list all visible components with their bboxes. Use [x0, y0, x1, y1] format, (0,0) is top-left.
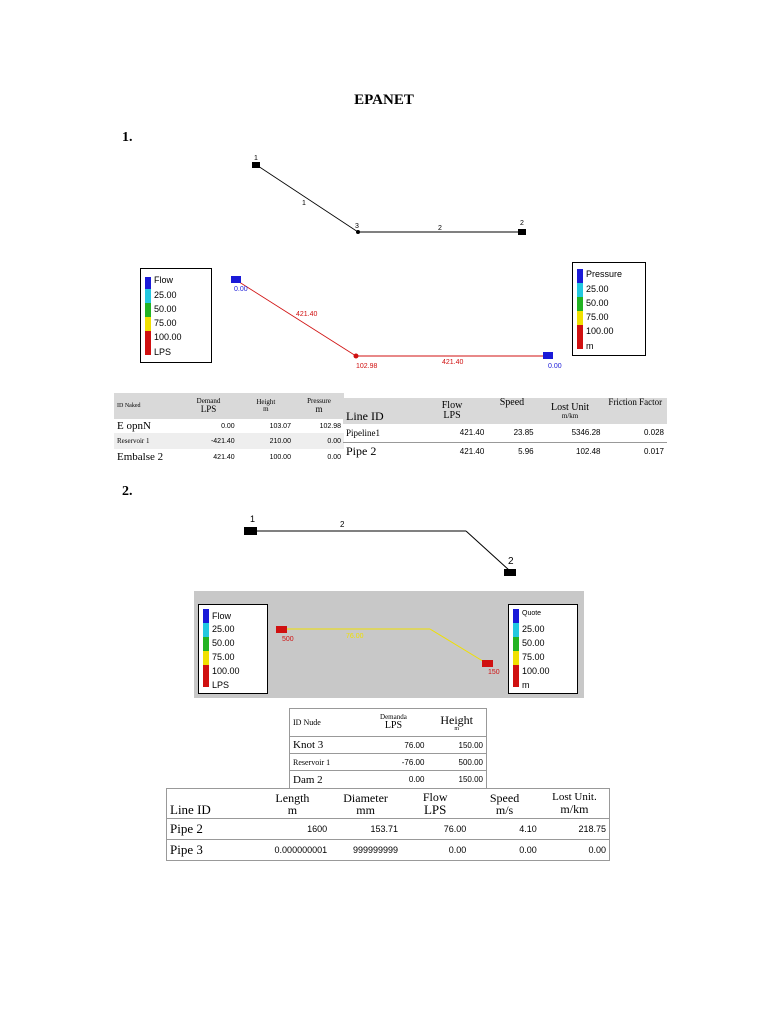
node-label-1: 1 — [254, 155, 258, 162]
link-line — [466, 531, 510, 571]
legend-title: Quote — [522, 610, 542, 617]
map1-link2-value: 421.40 — [442, 359, 464, 366]
reservoir-node-2 — [518, 229, 526, 235]
table-row — [167, 840, 610, 861]
legend-swatch-cyan — [203, 623, 209, 637]
cell-id: Knot 3 — [293, 739, 324, 751]
map1-pressure-legend — [572, 262, 646, 356]
map1-flow-legend — [140, 268, 212, 363]
cell-length: 1600 — [307, 824, 328, 834]
col-header-speed — [469, 789, 540, 819]
col-header-lost — [540, 789, 610, 819]
cell-height: 150.00 — [458, 740, 483, 750]
node-label-3: 3 — [355, 223, 359, 230]
legend-swatch-red — [513, 665, 519, 687]
map2-left-node-value: 500 — [282, 636, 294, 643]
col-header-friction: Friction Factor — [608, 398, 663, 407]
cell-pressure: 102.98 — [319, 422, 341, 430]
legend-level: 75.00 — [154, 318, 177, 328]
cell-id: Embalse 2 — [117, 451, 164, 463]
map2-reservoir-right — [482, 660, 493, 667]
cell-height: 500.00 — [458, 757, 483, 767]
col-header-demand — [359, 709, 427, 737]
cell-height: 103.07 — [269, 422, 291, 430]
network-diagram-2 — [0, 500, 768, 590]
cell-demand: 76.00 — [404, 740, 425, 750]
header-unit: m/km — [560, 802, 589, 816]
node-label-2: 2 — [520, 220, 524, 227]
legend-unit: m — [522, 680, 530, 690]
col-header-id: ID Naked — [117, 403, 141, 409]
legend-swatch-blue — [145, 277, 151, 289]
link-1-line — [258, 166, 358, 232]
cell-id: Pipe 3 — [170, 842, 203, 857]
legend-title: Flow — [212, 611, 232, 621]
header-unit: m — [454, 725, 460, 732]
map1-mid-node-value: 102.98 — [356, 363, 378, 370]
header-unit: m — [263, 405, 269, 413]
cell-demand: 0.00 — [221, 422, 235, 430]
header-label: Speed — [489, 790, 520, 805]
cell-height: 150.00 — [458, 775, 483, 784]
node-label-2: 2 — [508, 556, 514, 567]
legend-swatch-yellow — [513, 651, 519, 665]
map1-reservoir-right — [543, 352, 553, 359]
header-label: Diameter — [343, 790, 388, 805]
map1-left-node-value: 0.00 — [234, 286, 248, 293]
legend-swatch-yellow — [145, 317, 151, 331]
reservoir-node-1 — [252, 162, 260, 168]
legend-level: 50.00 — [212, 638, 235, 648]
map2-right-node-value: 150 — [488, 669, 500, 676]
cell-id: Reservoir 1 — [117, 437, 150, 445]
cell-flow: 421.40 — [459, 428, 485, 438]
legend-swatch-green — [513, 637, 519, 651]
cell-id: Pipe 2 — [170, 821, 203, 836]
cell-diameter: 999999999 — [352, 845, 399, 855]
legend-level: 25.00 — [586, 284, 609, 294]
header-label: Lost Unit — [551, 401, 590, 413]
header-unit: LPS — [443, 410, 461, 421]
table-row — [290, 771, 487, 789]
map2-reservoir-left — [276, 626, 287, 633]
header-unit: LPS — [423, 802, 447, 817]
header-label: Demanda — [380, 713, 407, 721]
reservoir-node-2 — [504, 569, 516, 576]
col-header-id: Line ID — [346, 409, 384, 423]
table-header-row — [167, 789, 610, 819]
legend-swatch-green — [577, 297, 583, 311]
legend-swatch-cyan — [577, 283, 583, 297]
legend-unit: LPS — [212, 680, 230, 690]
legend-swatch-green — [203, 637, 209, 651]
map2-flow-legend — [198, 604, 268, 694]
cell-lost: 218.75 — [578, 824, 606, 834]
cell-lost: 0.00 — [588, 845, 606, 855]
table-row — [290, 754, 487, 771]
table-row — [114, 449, 344, 465]
cell-speed: 0.00 — [519, 845, 537, 855]
map1-link1-value: 421.40 — [296, 311, 318, 318]
cell-demand: -421.40 — [210, 437, 235, 445]
col-header-flow — [401, 789, 469, 819]
header-label: Height — [256, 398, 276, 406]
header-unit: m/km — [561, 411, 579, 420]
table-header-row — [114, 393, 344, 419]
table-row — [114, 433, 344, 449]
legend-level: 100.00 — [212, 666, 240, 676]
header-unit: m — [287, 802, 298, 817]
cell-speed: 23.85 — [513, 428, 534, 438]
cell-speed: 4.10 — [519, 824, 537, 834]
header-label: Lost Unit. — [552, 791, 597, 803]
legend-level: 50.00 — [522, 638, 545, 648]
col-header-height — [427, 709, 486, 737]
header-unit: m/s — [495, 802, 514, 817]
cell-demand: 0.00 — [408, 775, 425, 784]
cell-friction: 0.017 — [643, 446, 664, 456]
col-header-lost — [537, 398, 604, 424]
cell-length: 0.000000001 — [274, 845, 328, 855]
header-label: Length — [275, 790, 310, 805]
header-label: Height — [440, 712, 474, 727]
col-header-length — [255, 789, 330, 819]
section-number-2: 2. — [122, 484, 133, 499]
cell-id: E opnN — [117, 420, 151, 432]
map1-reservoir-left — [231, 276, 241, 283]
table-row — [114, 419, 344, 433]
legend-swatch-blue — [203, 609, 209, 623]
header-unit: LPS — [200, 404, 217, 414]
cell-height: 100.00 — [269, 453, 291, 461]
node-label-1: 1 — [250, 514, 256, 524]
cell-lost: 5346.28 — [571, 428, 601, 438]
col-header-diameter — [330, 789, 401, 819]
legend-unit: m — [586, 341, 594, 351]
legend-level: 25.00 — [522, 624, 545, 634]
cell-demand: -76.00 — [401, 757, 425, 767]
cell-id: Dam 2 — [293, 773, 323, 786]
map2-link-line — [430, 629, 486, 663]
cell-lost: 102.48 — [576, 446, 601, 456]
cell-id: Reservoir 1 — [293, 757, 331, 767]
col-header-flow — [417, 398, 487, 424]
legend-swatch-blue — [513, 609, 519, 623]
table-header-row — [343, 398, 667, 424]
document-title: EPANET — [354, 92, 414, 108]
section-number-1: 1. — [122, 130, 133, 145]
legend-level: 100.00 — [586, 326, 614, 336]
cell-id: Pipe 2 — [346, 443, 377, 458]
cell-pressure: 0.00 — [327, 453, 341, 461]
legend-swatch-yellow — [577, 311, 583, 325]
cell-height: 210.00 — [269, 437, 291, 445]
col-header-demand — [179, 393, 237, 419]
table-row — [290, 737, 487, 754]
header-unit: mm — [356, 802, 375, 817]
reservoir-node-1 — [244, 527, 257, 535]
legend-level: 50.00 — [586, 298, 609, 308]
junction-node-3 — [356, 230, 360, 234]
header-label: Demand — [196, 397, 221, 405]
cell-pressure: 0.00 — [327, 437, 341, 445]
legend-unit: LPS — [154, 347, 172, 357]
legend-title: Flow — [154, 275, 174, 285]
legend-swatch-red — [577, 325, 583, 349]
link-label-1: 1 — [302, 200, 306, 207]
legend-level: 75.00 — [586, 312, 609, 322]
legend-level: 75.00 — [522, 652, 545, 662]
map2-link-value: 76.00 — [346, 633, 364, 640]
legend-swatch-blue — [577, 269, 583, 283]
header-unit: LPS — [384, 720, 403, 731]
table1-nodes — [114, 393, 344, 465]
map1-link-1-line — [236, 280, 356, 356]
header-label: Flow — [422, 790, 448, 804]
table1-links — [343, 398, 667, 460]
cell-diameter: 153.71 — [370, 824, 399, 834]
link-label-2: 2 — [438, 225, 442, 232]
legend-level: 25.00 — [212, 624, 235, 634]
col-header-pressure — [294, 393, 344, 419]
legend-swatch-yellow — [203, 651, 209, 665]
legend-level: 25.00 — [154, 290, 177, 300]
legend-title: Pressure — [586, 269, 623, 279]
col-header-id: Line ID — [170, 802, 211, 817]
link-label-2: 2 — [340, 520, 345, 529]
legend-swatch-green — [145, 303, 151, 317]
table-row — [343, 442, 667, 460]
header-label: Flow — [441, 400, 463, 411]
header-label: Pressure — [307, 397, 331, 405]
cell-speed: 5.96 — [518, 446, 534, 456]
cell-demand: 421.40 — [213, 453, 235, 461]
map2-quote-legend — [508, 604, 578, 694]
network-diagram-1 — [0, 0, 768, 400]
table-row — [167, 819, 610, 840]
legend-level: 50.00 — [154, 304, 177, 314]
cell-id: Pipeline1 — [346, 427, 380, 438]
cell-flow: 76.00 — [443, 824, 467, 834]
header-unit: m — [315, 404, 323, 414]
table-row — [343, 424, 667, 442]
legend-swatch-red — [145, 331, 151, 355]
col-header-height — [238, 393, 294, 419]
legend-swatch-red — [203, 665, 209, 687]
map1-right-node-value: 0.00 — [548, 363, 562, 370]
legend-level: 100.00 — [522, 666, 550, 676]
table2-links — [166, 788, 610, 861]
col-header-id: ID Nude — [293, 718, 321, 727]
col-header-speed: Speed — [499, 398, 525, 408]
legend-swatch-cyan — [145, 289, 151, 303]
cell-friction: 0.028 — [643, 428, 664, 438]
legend-level: 75.00 — [212, 652, 235, 662]
legend-swatch-cyan — [513, 623, 519, 637]
map1-junction — [354, 354, 359, 359]
cell-flow: 0.00 — [448, 845, 467, 855]
legend-level: 100.00 — [154, 332, 182, 342]
table2-nodes — [289, 708, 487, 789]
table-header-row — [290, 709, 487, 737]
cell-flow: 421.40 — [459, 446, 485, 456]
